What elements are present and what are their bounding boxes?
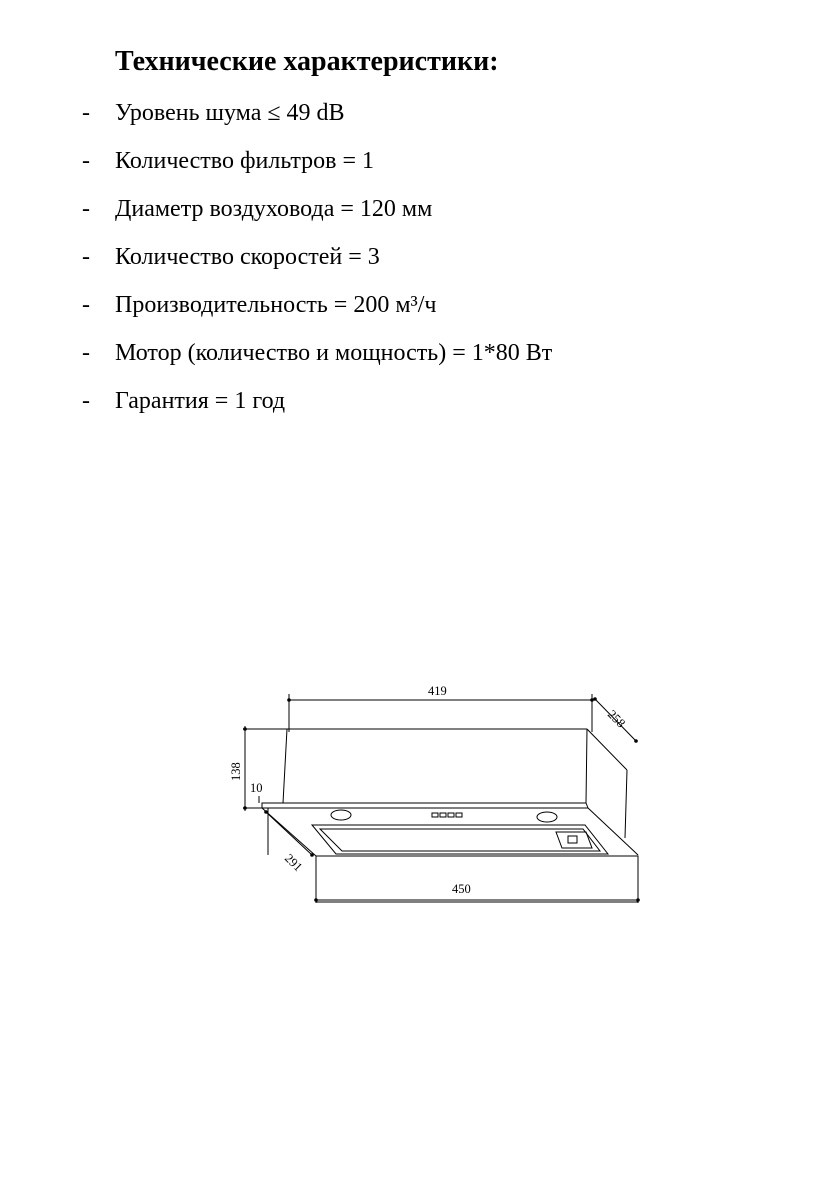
spec-motor: Мотор (количество и мощность) = 1*80 Вт bbox=[115, 340, 553, 366]
control-button bbox=[448, 813, 454, 817]
spec-speed-count: Количество скоростей = 3 bbox=[115, 244, 380, 270]
bullet-dash: - bbox=[82, 244, 90, 270]
bullet-dash: - bbox=[82, 340, 90, 366]
control-button bbox=[440, 813, 446, 817]
bullet-dash: - bbox=[82, 196, 90, 222]
bullet-dash: - bbox=[82, 100, 90, 126]
spec-filter-count: Количество фильтров = 1 bbox=[115, 148, 374, 174]
dimension-lines bbox=[243, 694, 638, 903]
light-right-icon bbox=[537, 812, 557, 822]
hood-panel bbox=[262, 803, 638, 902]
control-button bbox=[432, 813, 438, 817]
page-title: Технические характеристики: bbox=[115, 46, 499, 77]
control-button bbox=[456, 813, 462, 817]
range-hood-drawing bbox=[220, 675, 640, 915]
spec-warranty: Гарантия = 1 год bbox=[115, 388, 286, 414]
dim-depth-top: 258 bbox=[604, 707, 629, 731]
dim-height: 138 bbox=[229, 762, 243, 781]
dim-width-bottom: 450 bbox=[452, 882, 471, 896]
grease-filter-icon bbox=[556, 832, 592, 848]
light-left-icon bbox=[331, 810, 351, 820]
spec-noise-level: Уровень шума ≤ 49 dB bbox=[115, 100, 345, 126]
dim-depth-bottom: 291 bbox=[281, 851, 306, 875]
bullet-dash: - bbox=[82, 388, 90, 414]
spec-duct-diameter: Диаметр воздуховода = 120 мм bbox=[115, 196, 433, 222]
housing-upper bbox=[283, 729, 627, 838]
dim-panel-thickness: 10 bbox=[250, 781, 263, 795]
bullet-dash: - bbox=[82, 148, 90, 174]
bullet-dash: - bbox=[82, 292, 90, 318]
spec-capacity: Производительность = 200 м³/ч bbox=[115, 292, 437, 318]
dim-width-top: 419 bbox=[428, 684, 447, 698]
